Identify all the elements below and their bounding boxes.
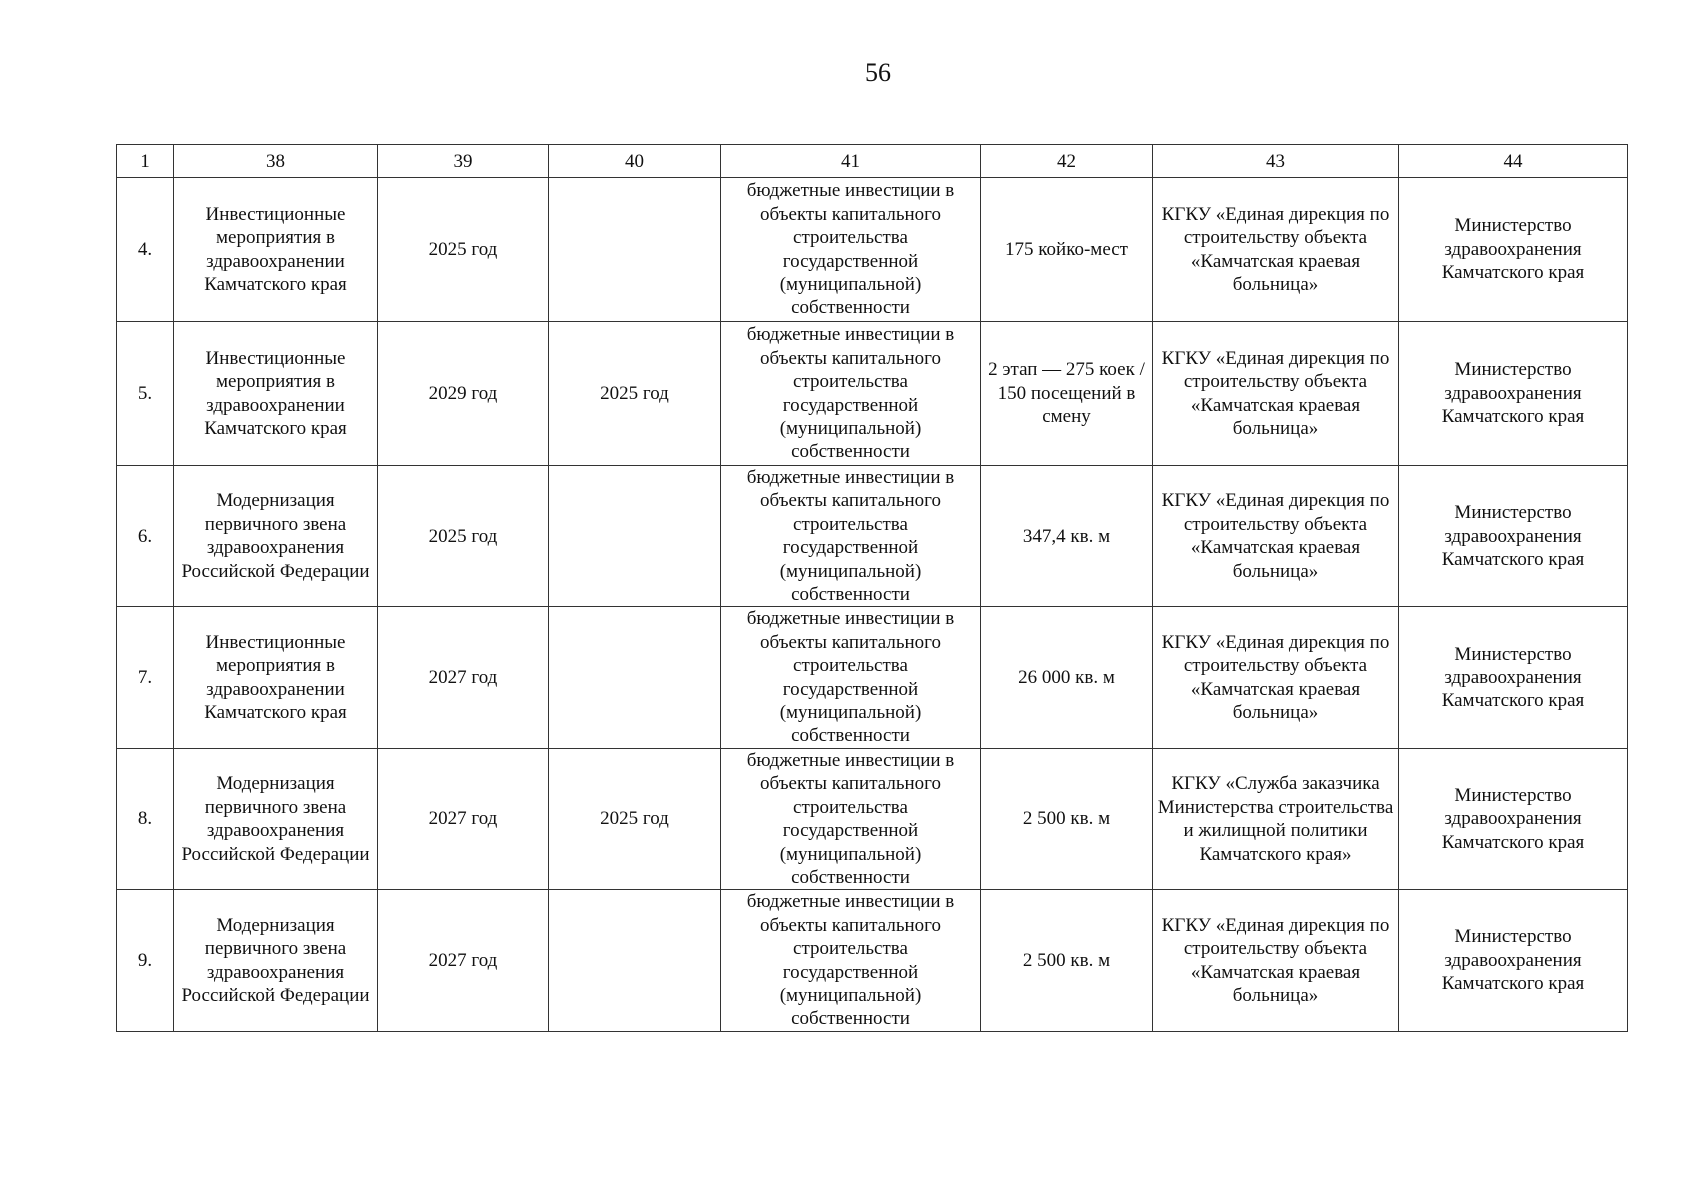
year-39-cell: 2027 год <box>378 748 549 889</box>
column-header: 39 <box>378 145 549 178</box>
year-39-cell: 2025 год <box>378 466 549 607</box>
ministry-cell: Министерство здравоохранения Камчатского края <box>1399 322 1628 466</box>
table-row <box>117 178 1628 322</box>
ministry-cell: Министерство здравоохранения Камчатского края <box>1399 466 1628 607</box>
column-header: 40 <box>549 145 721 178</box>
customer-cell: КГКУ «Единая дирекция по строительству объекта «Камчатская краевая больница» <box>1153 322 1399 466</box>
table-row <box>117 322 1628 466</box>
year-40-cell: 2025 год <box>549 322 721 466</box>
year-40-cell <box>549 178 721 322</box>
page-number: 56 <box>865 58 891 87</box>
column-header: 38 <box>174 145 378 178</box>
column-header: 42 <box>981 145 1153 178</box>
data-table <box>116 144 1628 1032</box>
row-number-cell: 8. <box>117 748 174 889</box>
ministry-cell: Министерство здравоохранения Камчатского края <box>1399 748 1628 889</box>
column-header: 1 <box>117 145 174 178</box>
customer-cell: КГКУ «Единая дирекция по строительству объекта «Камчатская краевая больница» <box>1153 607 1399 748</box>
row-number-cell: 6. <box>117 466 174 607</box>
year-40-cell: 2025 год <box>549 748 721 889</box>
row-number-cell: 7. <box>117 607 174 748</box>
customer-cell: КГКУ «Единая дирекция по строительству объекта «Камчатская краевая больница» <box>1153 466 1399 607</box>
ministry-cell: Министерство здравоохранения Камчатского края <box>1399 607 1628 748</box>
table-row <box>117 890 1628 1031</box>
row-number-cell: 5. <box>117 322 174 466</box>
row-number-cell: 9. <box>117 890 174 1031</box>
measure-cell: Модернизация первичного звена здравоохранения Российской Федерации <box>174 748 378 889</box>
capacity-cell: 175 койко-мест <box>981 178 1153 322</box>
capacity-cell: 2 500 кв. м <box>981 748 1153 889</box>
year-39-cell: 2027 год <box>378 607 549 748</box>
measure-cell: Инвестиционные мероприятия в здравоохранении Камчатского края <box>174 178 378 322</box>
table-row <box>117 607 1628 748</box>
column-header: 41 <box>721 145 981 178</box>
row-number-cell: 4. <box>117 178 174 322</box>
year-40-cell <box>549 466 721 607</box>
ministry-cell: Министерство здравоохранения Камчатского края <box>1399 178 1628 322</box>
year-39-cell: 2025 год <box>378 178 549 322</box>
measure-cell: Модернизация первичного звена здравоохранения Российской Федерации <box>174 890 378 1031</box>
investment-cell: бюджетные инвестиции в объекты капитального строительства государственной (муниципальной) собственности <box>721 178 981 322</box>
year-40-cell <box>549 890 721 1031</box>
customer-cell: КГКУ «Служба заказчика Министерства строительства и жилищной политики Камчатского края» <box>1153 748 1399 889</box>
investment-cell: бюджетные инвестиции в объекты капитального строительства государственной (муниципальной) собственности <box>721 466 981 607</box>
customer-cell: КГКУ «Единая дирекция по строительству объекта «Камчатская краевая больница» <box>1153 178 1399 322</box>
capacity-cell: 26 000 кв. м <box>981 607 1153 748</box>
year-39-cell: 2027 год <box>378 890 549 1031</box>
investment-cell: бюджетные инвестиции в объекты капитального строительства государственной (муниципальной) собственности <box>721 748 981 889</box>
measure-cell: Инвестиционные мероприятия в здравоохранении Камчатского края <box>174 607 378 748</box>
year-40-cell <box>549 607 721 748</box>
capacity-cell: 2 500 кв. м <box>981 890 1153 1031</box>
table-row <box>117 748 1628 889</box>
investment-cell: бюджетные инвестиции в объекты капитального строительства государственной (муниципальной) собственности <box>721 322 981 466</box>
investment-cell: бюджетные инвестиции в объекты капитального строительства государственной (муниципальной) собственности <box>721 607 981 748</box>
capacity-cell: 347,4 кв. м <box>981 466 1153 607</box>
table-row <box>117 466 1628 607</box>
customer-cell: КГКУ «Единая дирекция по строительству объекта «Камчатская краевая больница» <box>1153 890 1399 1031</box>
column-header: 43 <box>1153 145 1399 178</box>
column-header: 44 <box>1399 145 1628 178</box>
table-header-row <box>117 145 1628 178</box>
measure-cell: Модернизация первичного звена здравоохранения Российской Федерации <box>174 466 378 607</box>
capacity-cell: 2 этап — 275 коек / 150 посещений в смену <box>981 322 1153 466</box>
investment-cell: бюджетные инвестиции в объекты капитального строительства государственной (муниципальной) собственности <box>721 890 981 1031</box>
year-39-cell: 2029 год <box>378 322 549 466</box>
measure-cell: Инвестиционные мероприятия в здравоохранении Камчатского края <box>174 322 378 466</box>
ministry-cell: Министерство здравоохранения Камчатского края <box>1399 890 1628 1031</box>
